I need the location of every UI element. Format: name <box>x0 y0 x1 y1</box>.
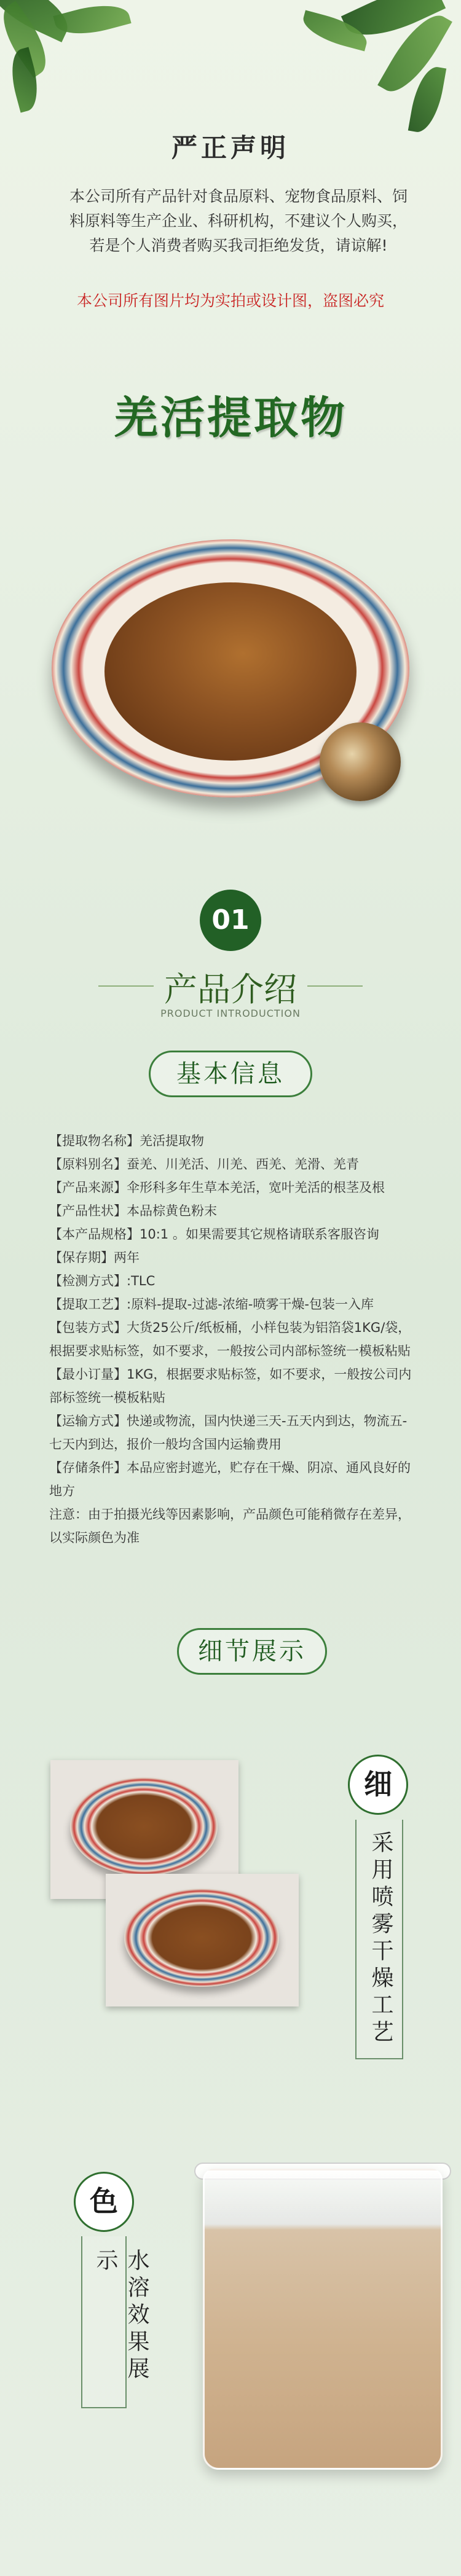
info-line: 【原料别名】蚕羌、川羌活、川羌、西羌、羌滑、羌青 <box>49 1157 359 1172</box>
basic-info-list <box>49 1129 418 1549</box>
info-line: 【提取工艺】:原料-提取-过滤-浓缩-喷雾干燥-包装一入库 <box>49 1297 374 1312</box>
caption-spray-drying: 采用喷雾干燥工艺 <box>368 1831 393 2047</box>
powder-image <box>104 582 357 761</box>
bowl-image <box>124 1889 279 1987</box>
badge-color: 色 <box>74 2172 134 2232</box>
detail-photo <box>106 1874 299 2006</box>
root-slice-image <box>320 722 401 801</box>
detail-heading: 细节展示 <box>177 1628 327 1675</box>
notice-warning: 本公司所有图片均为实拍或设计图，盗图必究 <box>76 292 384 310</box>
bowl-image <box>70 1777 218 1876</box>
notice-body: 本公司所有产品针对食品原料、宠物食品原料、饲料原料等生产企业、科研机构，不建议个人购买，若是个人消费者购买我司拒绝发货，请谅解! <box>69 187 408 254</box>
info-line: 【本产品规格】10:1 。如果需要其它规格请联系客服咨询 <box>49 1227 379 1242</box>
info-line: 注意：由于拍摄光线等因素影响，产品颜色可能稍微存在差异，以实际颜色为准 <box>49 1507 411 1545</box>
info-line: 【存储条件】本品应密封遮光，贮存在干燥、阴凉、通风良好的地方 <box>49 1460 411 1498</box>
section-number: 01 <box>200 890 261 951</box>
info-line: 【运输方式】快递或物流，国内快递三天-五天内到达，物流五-七天内到达，报价一般均含国内运输费用 <box>49 1414 408 1452</box>
notice-title: 严正声明 <box>171 133 290 163</box>
solution-beaker-image <box>203 2169 443 2470</box>
caption-box <box>355 1820 403 2059</box>
section-title: 产品介绍 <box>164 970 297 1009</box>
leaf-decoration <box>53 0 131 42</box>
info-line: 【产品来源】伞形科多年生草本羌活，宽叶羌活的根茎及根 <box>49 1180 385 1195</box>
product-title: 羌活提取物 <box>113 392 347 444</box>
info-line: 【包装方式】大货25公斤/纸板桶，小样包装为铝箔袋1KG/袋，根据要求贴标签，如不要求，一般按公司内部标签统一模板粘贴 <box>49 1320 411 1358</box>
info-line: 【产品性状】本品棕黄色粉末 <box>49 1204 217 1218</box>
caption-solubility: 水溶效果展示 <box>93 2249 149 2384</box>
info-line: 【保存期】两年 <box>49 1250 140 1265</box>
info-line: 【提取物名称】羌活提取物 <box>49 1133 204 1148</box>
basic-info-heading: 基本信息 <box>149 1051 312 1097</box>
badge-fine: 细 <box>348 1755 408 1815</box>
info-line: 【最小订量】1KG，根据要求贴标签，如不要求，一般按公司内部标签统一模板粘贴 <box>49 1367 412 1405</box>
caption-box <box>81 2236 149 2408</box>
info-line: 【检测方式】:TLC <box>49 1274 156 1288</box>
section-subtitle: PRODUCT INTRODUCTION <box>160 1008 301 1019</box>
